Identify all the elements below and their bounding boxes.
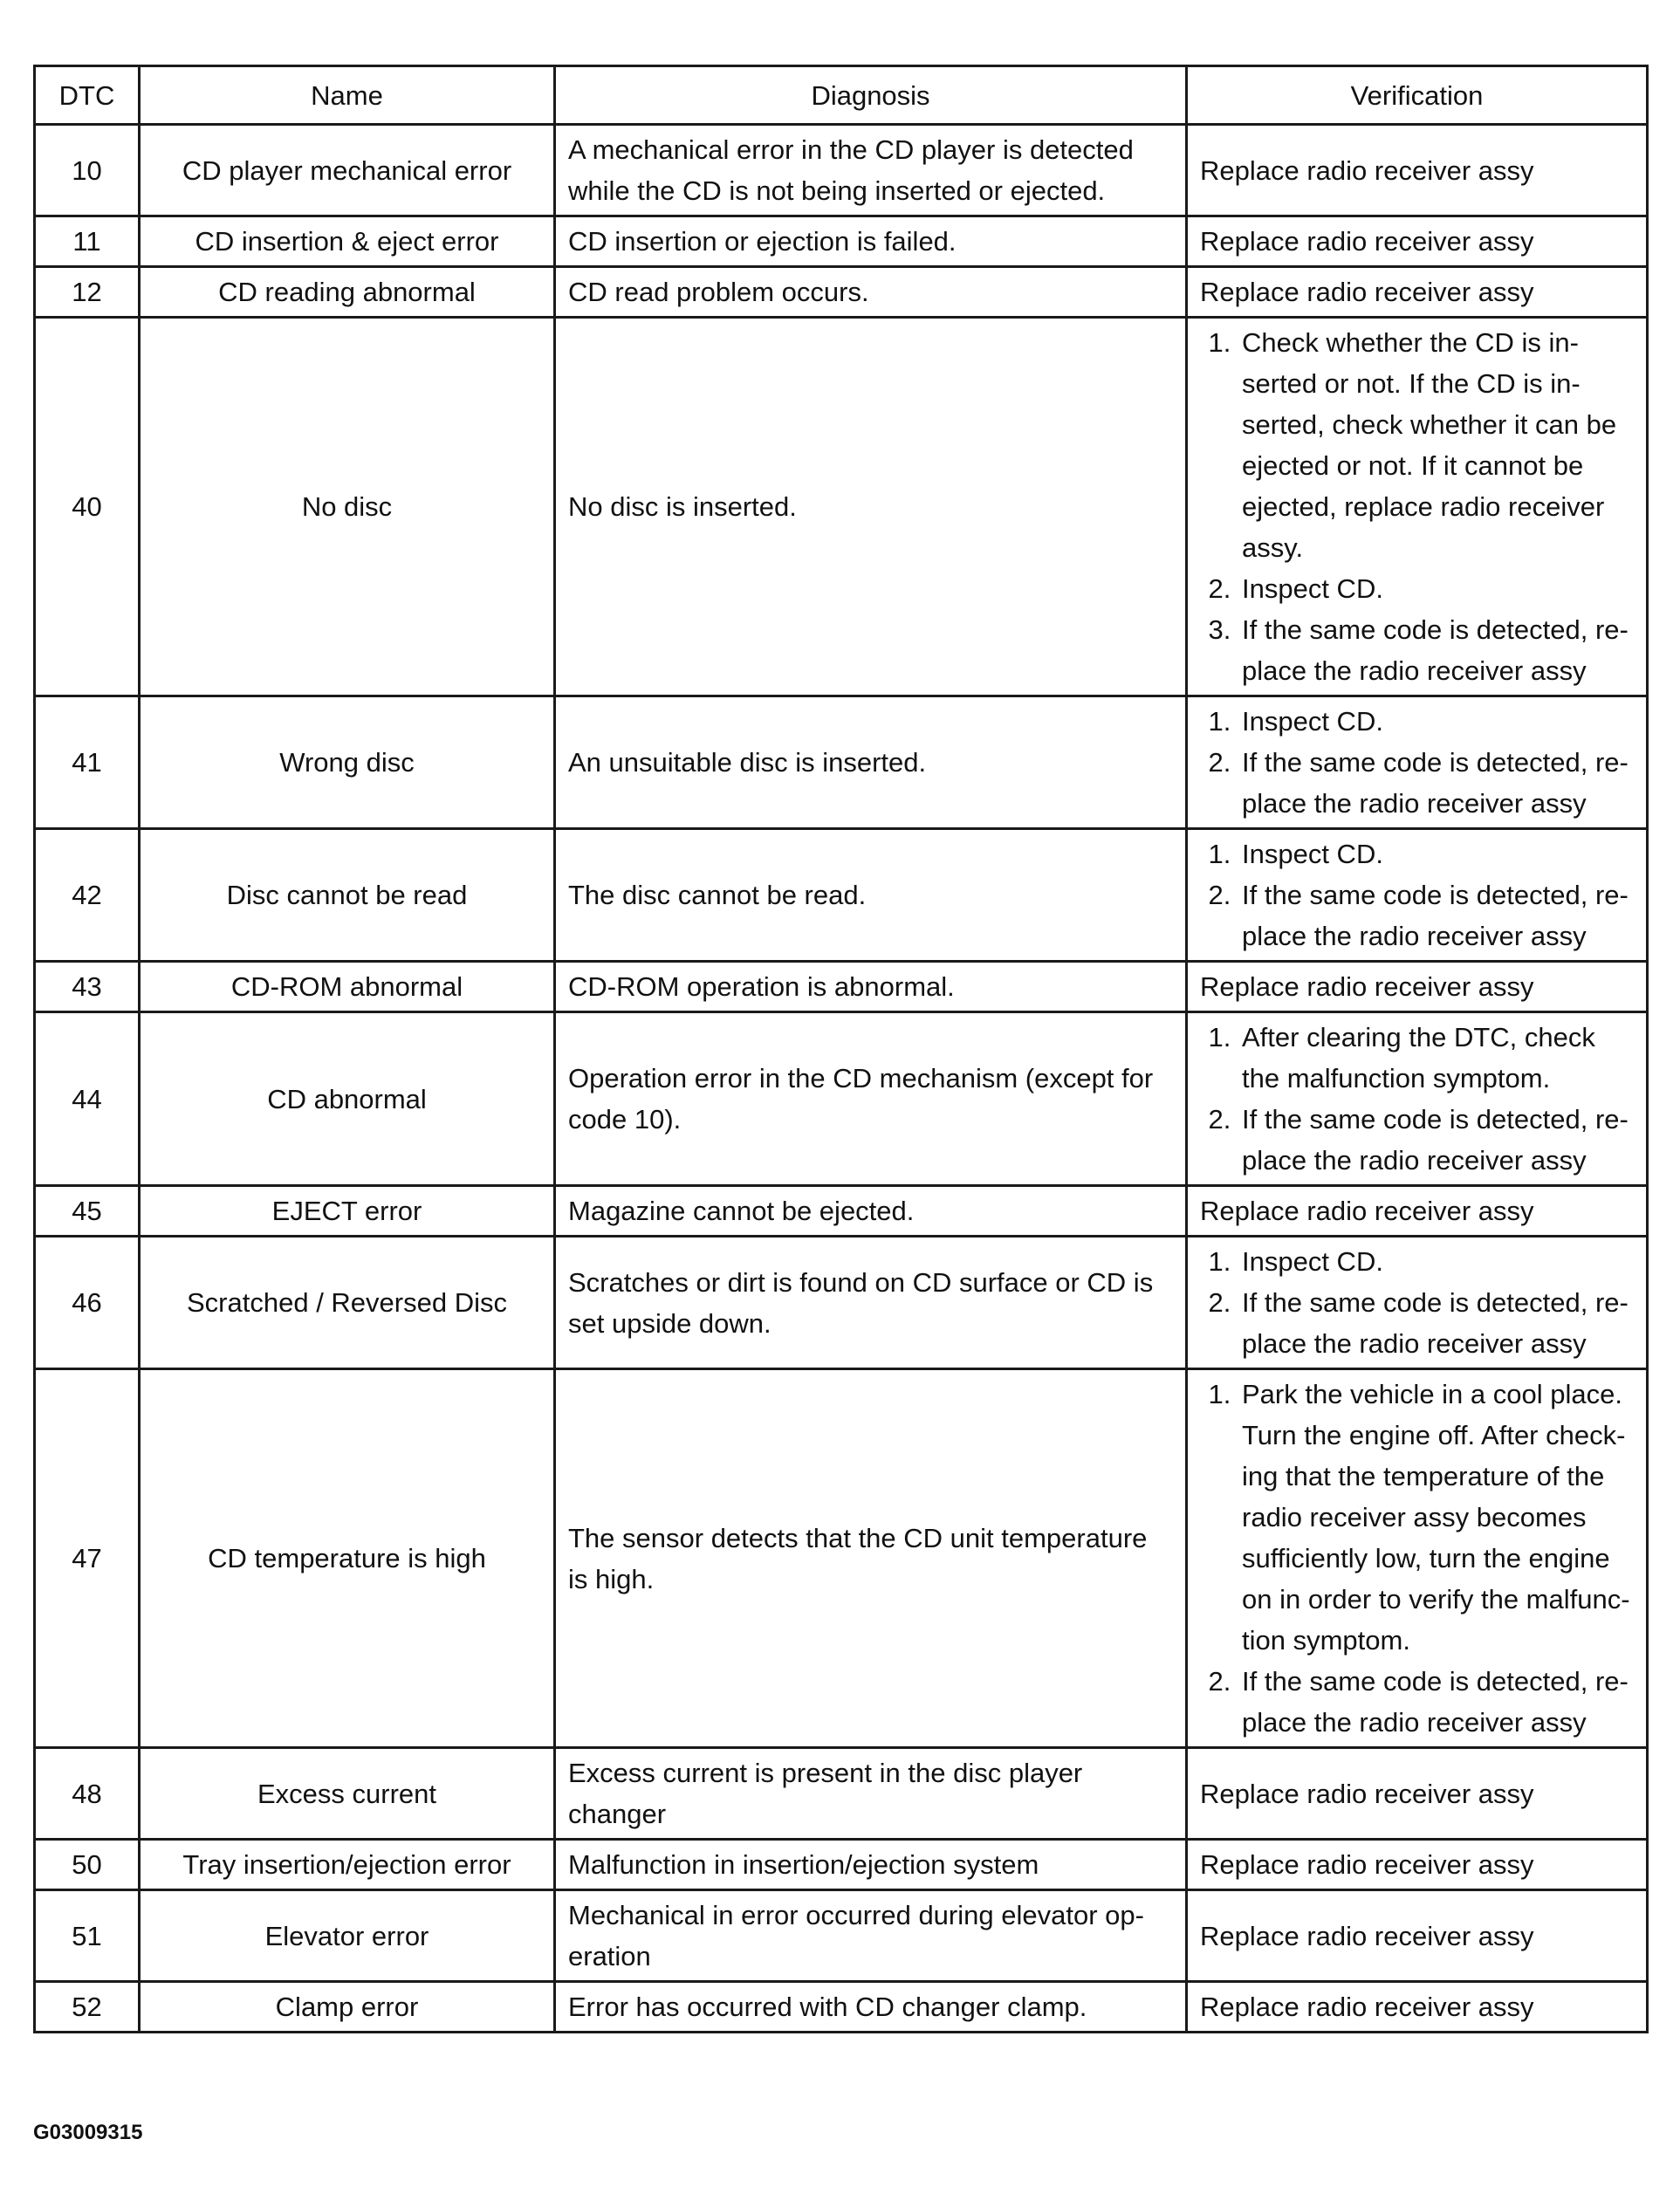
verification-step: 1. Check whether the CD is inserted or not. If the CD is inserted, check whether it can be ejected or not. If it cannot be ejected, replace radio receiver assy. bbox=[1238, 322, 1634, 568]
dtc-name-cell: Scratched / Reversed Disc bbox=[140, 1237, 555, 1369]
dtc-code-cell: 52 bbox=[35, 1982, 140, 2033]
dtc-name-cell: CD reading abnormal bbox=[140, 267, 555, 318]
dtc-code-cell: 46 bbox=[35, 1237, 140, 1369]
table-row bbox=[35, 1012, 1648, 1186]
verification-step: 2. If the same code is detected, replace the radio receiver assy bbox=[1238, 1099, 1634, 1181]
table-row bbox=[35, 1840, 1648, 1890]
verification-step: 1. Inspect CD. bbox=[1238, 833, 1634, 874]
verification-cell bbox=[1187, 696, 1648, 829]
dtc-code-cell: 42 bbox=[35, 829, 140, 962]
table-row bbox=[35, 267, 1648, 318]
verification-cell: Replace radio receiver assy bbox=[1187, 1840, 1648, 1890]
dtc-name-cell: CD insertion & eject error bbox=[140, 216, 555, 267]
verification-step: 1. After clearing the DTC, check the malfunction symptom. bbox=[1238, 1017, 1634, 1099]
dtc-name-cell: Wrong disc bbox=[140, 696, 555, 829]
verification-steps bbox=[1200, 1017, 1634, 1181]
diagnosis-cell: Excess current is present in the disc player changer bbox=[555, 1748, 1187, 1840]
verification-cell: Replace radio receiver assy bbox=[1187, 125, 1648, 216]
dtc-code-cell: 47 bbox=[35, 1369, 140, 1748]
diagnosis-cell: A mechanical error in the CD player is detected while the CD is not being inserted or ejected. bbox=[555, 125, 1187, 216]
dtc-code-cell: 40 bbox=[35, 318, 140, 696]
diagnosis-cell: An unsuitable disc is inserted. bbox=[555, 696, 1187, 829]
table-row bbox=[35, 216, 1648, 267]
table-header-row bbox=[35, 66, 1648, 125]
verification-cell bbox=[1187, 829, 1648, 962]
dtc-name-cell: Disc cannot be read bbox=[140, 829, 555, 962]
verification-step: 2. If the same code is detected, replace the radio receiver assy bbox=[1238, 1282, 1634, 1364]
dtc-name-cell: Excess current bbox=[140, 1748, 555, 1840]
diagnosis-cell: Magazine cannot be ejected. bbox=[555, 1186, 1187, 1237]
table-row bbox=[35, 962, 1648, 1012]
dtc-name-cell: Clamp error bbox=[140, 1982, 555, 2033]
table-body bbox=[35, 125, 1648, 2033]
dtc-code-cell: 51 bbox=[35, 1890, 140, 1982]
verification-cell: Replace radio receiver assy bbox=[1187, 1748, 1648, 1840]
table-row bbox=[35, 696, 1648, 829]
dtc-name-cell: CD player mechanical error bbox=[140, 125, 555, 216]
verification-steps bbox=[1200, 701, 1634, 824]
table-row bbox=[35, 125, 1648, 216]
dtc-code-cell: 50 bbox=[35, 1840, 140, 1890]
verification-cell bbox=[1187, 1369, 1648, 1748]
verification-cell bbox=[1187, 1237, 1648, 1369]
verification-cell: Replace radio receiver assy bbox=[1187, 267, 1648, 318]
verification-steps bbox=[1200, 1241, 1634, 1364]
verification-steps bbox=[1200, 322, 1634, 691]
dtc-code-cell: 45 bbox=[35, 1186, 140, 1237]
dtc-name-cell: CD temperature is high bbox=[140, 1369, 555, 1748]
verification-cell: Replace radio receiver assy bbox=[1187, 216, 1648, 267]
table-row bbox=[35, 1369, 1648, 1748]
verification-step: 2. If the same code is detected, replace the radio receiver assy bbox=[1238, 742, 1634, 824]
verification-step: 2. If the same code is detected, replace the radio receiver assy bbox=[1238, 1661, 1634, 1743]
figure-id: G03009315 bbox=[33, 2121, 143, 2144]
dtc-name-cell: EJECT error bbox=[140, 1186, 555, 1237]
dtc-name-cell: CD-ROM abnormal bbox=[140, 962, 555, 1012]
verification-cell bbox=[1187, 1012, 1648, 1186]
dtc-code-cell: 41 bbox=[35, 696, 140, 829]
dtc-code-cell: 43 bbox=[35, 962, 140, 1012]
dtc-name-cell: Elevator error bbox=[140, 1890, 555, 1982]
diagnosis-cell: CD read problem occurs. bbox=[555, 267, 1187, 318]
diagnosis-cell: Mechanical in error occurred during elevator operation bbox=[555, 1890, 1187, 1982]
header-dtc: DTC bbox=[35, 66, 140, 125]
diagnosis-cell: Error has occurred with CD changer clamp. bbox=[555, 1982, 1187, 2033]
diagnosis-cell: The disc cannot be read. bbox=[555, 829, 1187, 962]
dtc-code-cell: 10 bbox=[35, 125, 140, 216]
verification-step: 1. Park the vehicle in a cool place. Turn the engine off. After checking that the temperature of the radio receiver assy becomes sufficiently low, turn the engine on in order to verify the malfunction symptom. bbox=[1238, 1374, 1634, 1661]
diagnosis-cell: CD insertion or ejection is failed. bbox=[555, 216, 1187, 267]
dtc-name-cell: No disc bbox=[140, 318, 555, 696]
verification-cell bbox=[1187, 318, 1648, 696]
dtc-code-cell: 44 bbox=[35, 1012, 140, 1186]
header-name: Name bbox=[140, 66, 555, 125]
header-diagnosis: Diagnosis bbox=[555, 66, 1187, 125]
table-row bbox=[35, 318, 1648, 696]
diagnosis-cell: No disc is inserted. bbox=[555, 318, 1187, 696]
diagnosis-cell: The sensor detects that the CD unit temperature is high. bbox=[555, 1369, 1187, 1748]
dtc-code-cell: 12 bbox=[35, 267, 140, 318]
table-row bbox=[35, 1186, 1648, 1237]
verification-step: 1. Inspect CD. bbox=[1238, 701, 1634, 742]
header-verification: Verification bbox=[1187, 66, 1648, 125]
verification-cell: Replace radio receiver assy bbox=[1187, 1982, 1648, 2033]
verification-cell: Replace radio receiver assy bbox=[1187, 1186, 1648, 1237]
table-row bbox=[35, 1748, 1648, 1840]
verification-step: 2. Inspect CD. bbox=[1238, 568, 1634, 609]
diagnosis-cell: CD-ROM operation is abnormal. bbox=[555, 962, 1187, 1012]
verification-steps bbox=[1200, 1374, 1634, 1743]
dtc-name-cell: CD abnormal bbox=[140, 1012, 555, 1186]
diagnosis-cell: Operation error in the CD mechanism (except for code 10). bbox=[555, 1012, 1187, 1186]
table-row bbox=[35, 1237, 1648, 1369]
diagnosis-cell: Malfunction in insertion/ejection system bbox=[555, 1840, 1187, 1890]
table-row bbox=[35, 1982, 1648, 2033]
verification-step: 1. Inspect CD. bbox=[1238, 1241, 1634, 1282]
verification-cell: Replace radio receiver assy bbox=[1187, 962, 1648, 1012]
dtc-name-cell: Tray insertion/ejection error bbox=[140, 1840, 555, 1890]
verification-cell: Replace radio receiver assy bbox=[1187, 1890, 1648, 1982]
verification-step: 2. If the same code is detected, replace the radio receiver assy bbox=[1238, 874, 1634, 956]
verification-step: 3. If the same code is detected, replace the radio receiver assy bbox=[1238, 609, 1634, 691]
dtc-code-cell: 11 bbox=[35, 216, 140, 267]
table-row bbox=[35, 1890, 1648, 1982]
dtc-code-cell: 48 bbox=[35, 1748, 140, 1840]
diagnosis-cell: Scratches or dirt is found on CD surface or CD is set upside down. bbox=[555, 1237, 1187, 1369]
verification-steps bbox=[1200, 833, 1634, 956]
dtc-table bbox=[33, 65, 1649, 2033]
table-row bbox=[35, 829, 1648, 962]
